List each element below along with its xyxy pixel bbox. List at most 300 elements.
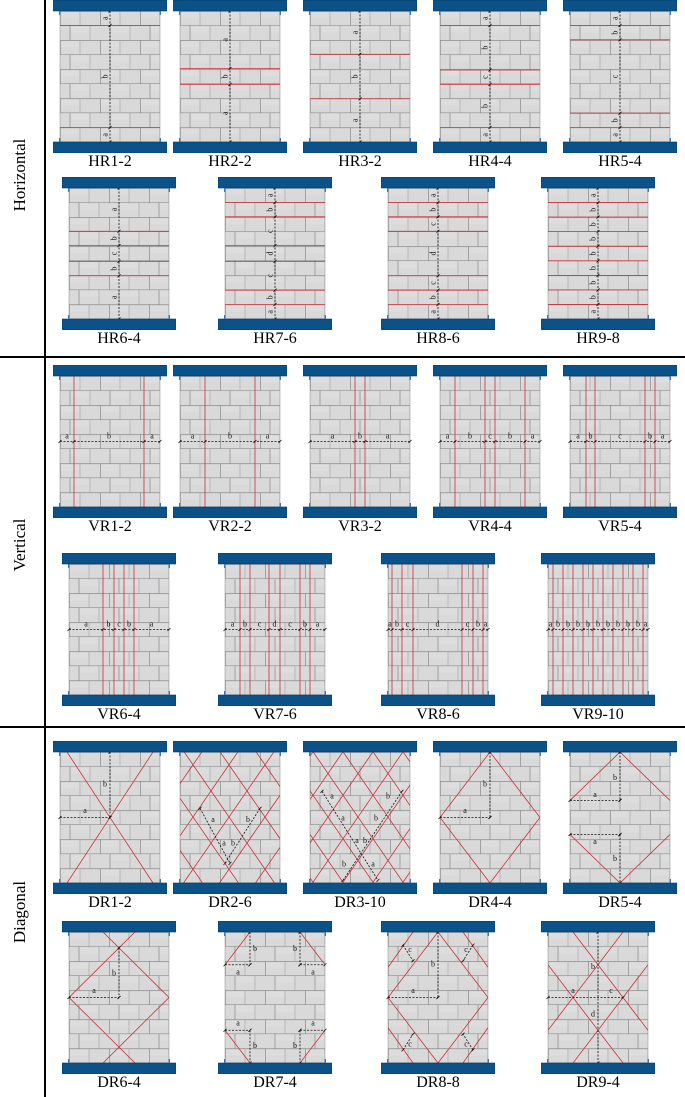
specimen-label: HR1-2 — [88, 153, 132, 170]
dimension-letter: a — [83, 805, 87, 815]
plate-bracket — [280, 503, 282, 507]
top-loading-plate — [303, 741, 417, 752]
specimen-label: DR2-6 — [208, 894, 252, 911]
plate-bracket — [387, 691, 389, 695]
dimension-letter: b — [363, 835, 367, 845]
plate-bracket — [439, 376, 441, 380]
plate-bracket — [224, 188, 226, 192]
specimen-panel-vr7-6 — [218, 553, 332, 725]
plate-bracket — [59, 503, 61, 507]
specimen-drawing — [303, 741, 417, 894]
dimension-letter: b — [636, 619, 640, 629]
specimen-label: VR4-4 — [468, 518, 512, 535]
dimension-letter: a — [571, 985, 575, 995]
dimension-letter: b — [588, 207, 598, 212]
plate-bracket — [439, 503, 441, 507]
plate-bracket — [670, 138, 672, 142]
masonry-wall — [440, 11, 540, 142]
dimension-letter: c — [109, 251, 119, 256]
plate-bracket — [179, 879, 181, 883]
dimension-letter: b — [588, 251, 598, 256]
dimension-letter: a — [463, 805, 467, 815]
plate-bracket — [325, 188, 327, 192]
bottom-loading-plate — [62, 1063, 176, 1074]
plate-bracket — [648, 691, 650, 695]
dimension-letter: b — [476, 619, 480, 629]
dimension-letter: b — [588, 295, 598, 300]
dimension-letter: d — [435, 619, 440, 629]
specimen-drawing — [53, 0, 167, 153]
top-loading-plate — [218, 921, 332, 932]
dimension-letter: a — [480, 16, 490, 20]
specimen-panel-hr8-6 — [381, 177, 495, 349]
top-loading-plate — [62, 921, 176, 932]
specimen-label: HR2-2 — [208, 153, 252, 170]
plate-bracket — [540, 503, 542, 507]
dimension-letter: b — [428, 295, 438, 300]
specimen-drawing — [381, 921, 495, 1074]
bottom-loading-plate — [62, 695, 176, 706]
specimen-panel-dr7-4 — [218, 921, 332, 1093]
dimension-letter: b — [109, 266, 119, 271]
dimension-letter: b — [231, 838, 235, 848]
specimen-panel-dr6-4 — [62, 921, 176, 1093]
plate-bracket — [387, 932, 389, 936]
masonry-wall — [60, 11, 160, 142]
plate-bracket — [59, 879, 61, 883]
plate-bracket — [325, 691, 327, 695]
section-label-diagonal: Diagonal — [10, 880, 29, 944]
plate-bracket — [488, 691, 490, 695]
plate-bracket — [309, 138, 311, 142]
plate-bracket — [410, 752, 412, 756]
plate-bracket — [547, 691, 549, 695]
dimension-letter: a — [428, 310, 438, 314]
plate-bracket — [410, 503, 412, 507]
plate-bracket — [325, 932, 327, 936]
dimension-letter: c — [428, 281, 438, 285]
plate-bracket — [569, 11, 571, 15]
specimen-panel-dr1-2 — [53, 741, 167, 913]
dimension-letter: a — [388, 619, 392, 629]
dimension-letter: a — [350, 118, 360, 123]
specimen-label: HR8-6 — [416, 330, 460, 347]
plate-bracket — [569, 138, 571, 142]
specimen-drawing — [62, 177, 176, 330]
plate-bracket — [280, 138, 282, 142]
plate-bracket — [670, 879, 672, 883]
specimen-panel-hr7-6 — [218, 177, 332, 349]
bottom-loading-plate — [563, 142, 677, 153]
dimension-letter: b — [395, 619, 399, 629]
dimension-letter: c — [288, 619, 292, 629]
dimension-letter: a — [593, 790, 597, 800]
dimension-letter: a — [330, 431, 335, 441]
dimension-letter: b — [374, 813, 378, 823]
bottom-loading-plate — [173, 883, 287, 894]
specimen-label: HR5-4 — [598, 153, 642, 170]
dimension-letter: a — [190, 431, 195, 441]
dimension-letter: a — [530, 431, 535, 441]
dimension-letter: a — [311, 1018, 315, 1028]
dimension-letter: b — [606, 619, 610, 629]
specimen-drawing — [433, 0, 547, 153]
masonry-wall — [69, 188, 169, 319]
top-loading-plate — [62, 177, 176, 188]
specimen-panel-dr8-8 — [381, 921, 495, 1093]
plate-bracket — [387, 188, 389, 192]
plate-bracket — [224, 564, 226, 568]
dimension-letter: c — [265, 273, 275, 278]
plate-bracket — [280, 752, 282, 756]
specimen-panel-hr1-2 — [53, 0, 167, 172]
specimen-drawing — [563, 0, 677, 153]
plate-bracket — [547, 315, 549, 319]
dimension-letter: b — [588, 280, 598, 285]
top-loading-plate — [381, 921, 495, 932]
plate-bracket — [439, 138, 441, 142]
plate-bracket — [648, 564, 650, 568]
specimen-panel-vr3-2 — [303, 365, 417, 537]
plate-bracket — [59, 138, 61, 142]
bottom-loading-plate — [381, 695, 495, 706]
bottom-loading-plate — [53, 883, 167, 894]
top-loading-plate — [563, 741, 677, 752]
plate-bracket — [224, 932, 226, 936]
plate-bracket — [280, 879, 282, 883]
top-loading-plate — [62, 553, 176, 564]
plate-bracket — [68, 315, 70, 319]
plate-bracket — [488, 1059, 490, 1063]
dimension-letter: a — [355, 835, 359, 845]
dimension-letter: a — [150, 431, 154, 441]
plate-bracket — [547, 564, 549, 568]
specimen-drawing — [173, 741, 287, 894]
plate-bracket — [569, 752, 571, 756]
plate-bracket — [569, 503, 571, 507]
plate-bracket — [670, 752, 672, 756]
top-loading-plate — [303, 365, 417, 376]
specimen-panel-dr3-10 — [303, 741, 417, 913]
top-loading-plate — [303, 0, 417, 11]
top-loading-plate — [541, 553, 655, 564]
dimension-letter: a — [610, 16, 620, 20]
plate-bracket — [179, 11, 181, 15]
dimension-letter: c — [464, 1039, 468, 1049]
plate-bracket — [160, 11, 162, 15]
plate-bracket — [169, 188, 171, 192]
bottom-loading-plate — [433, 507, 547, 518]
masonry-wall — [548, 188, 648, 319]
specimen-label: VR2-2 — [208, 518, 252, 535]
dimension-letter: a — [65, 431, 69, 441]
dimension-letter: a — [548, 619, 553, 629]
dimension-letter: a — [350, 30, 360, 35]
dimension-letter: d — [591, 1009, 595, 1019]
dimension-letter: b — [480, 45, 490, 50]
top-loading-plate — [541, 177, 655, 188]
section-label-vertical: Vertical — [10, 518, 29, 572]
plate-bracket — [648, 188, 650, 192]
bottom-loading-plate — [218, 695, 332, 706]
bottom-loading-plate — [173, 142, 287, 153]
plate-bracket — [648, 932, 650, 936]
dimension-letter: a — [265, 431, 270, 441]
masonry-wall — [225, 188, 325, 319]
dimension-letter: a — [109, 295, 119, 300]
specimen-label: VR5-4 — [598, 518, 642, 535]
specimen-panel-vr4-4 — [433, 365, 547, 537]
specimen-drawing — [563, 741, 677, 894]
top-loading-plate — [563, 0, 677, 11]
plate-bracket — [325, 315, 327, 319]
plate-bracket — [309, 376, 311, 380]
plate-bracket — [309, 11, 311, 15]
dimension-letter: b — [386, 791, 390, 801]
dimension-letter: b — [428, 207, 438, 212]
plate-bracket — [309, 503, 311, 507]
dimension-letter: a — [230, 619, 235, 629]
dimension-letter: b — [253, 1040, 257, 1050]
specimen-label: VR3-2 — [338, 518, 382, 535]
masonry-wall — [180, 11, 280, 142]
plate-bracket — [488, 932, 490, 936]
plate-bracket — [224, 1059, 226, 1063]
plate-bracket — [648, 1059, 650, 1063]
specimen-drawing — [541, 553, 655, 706]
dimension-letter: b — [586, 619, 590, 629]
specimen-label: DR1-2 — [88, 894, 132, 911]
dimension-letter: b — [613, 773, 617, 783]
specimen-label: DR8-8 — [416, 1074, 460, 1091]
plate-bracket — [169, 564, 171, 568]
dimension-letter: c — [405, 619, 410, 629]
plate-bracket — [59, 11, 61, 15]
dimension-letter: a — [588, 309, 598, 314]
specimen-label: HR4-4 — [468, 153, 512, 170]
top-loading-plate — [433, 365, 547, 376]
dimension-letter: b — [613, 854, 617, 864]
plate-bracket — [224, 691, 226, 695]
specimen-label: VR7-6 — [253, 706, 297, 723]
dimension-letter: b — [350, 74, 360, 79]
bottom-loading-plate — [563, 507, 677, 518]
specimen-panel-dr4-4 — [433, 741, 547, 913]
specimen-drawing — [381, 553, 495, 706]
top-loading-plate — [53, 741, 167, 752]
top-loading-plate — [53, 0, 167, 11]
dimension-letter: a — [100, 133, 110, 137]
plate-bracket — [439, 752, 441, 756]
dimension-letter: b — [591, 962, 595, 972]
specimen-drawing — [303, 0, 417, 153]
dimension-letter: c — [428, 222, 438, 226]
dimension-letter: a — [109, 207, 119, 212]
specimen-panel-vr1-2 — [53, 365, 167, 537]
specimen-label: DR9-4 — [576, 1074, 620, 1091]
bottom-loading-plate — [53, 507, 167, 518]
specimen-drawing — [433, 741, 547, 894]
bottom-loading-plate — [218, 1063, 332, 1074]
top-loading-plate — [381, 553, 495, 564]
plate-bracket — [68, 932, 70, 936]
plate-bracket — [439, 879, 441, 883]
specimen-label: DR5-4 — [598, 894, 642, 911]
specimen-drawing — [541, 921, 655, 1074]
top-loading-plate — [541, 921, 655, 932]
dimension-letter: d — [428, 251, 438, 256]
dimension-letter: a — [311, 967, 315, 977]
top-loading-plate — [381, 177, 495, 188]
dimension-letter: b — [610, 30, 620, 35]
plate-bracket — [169, 1059, 171, 1063]
dimension-letter: a — [411, 985, 415, 995]
dimension-letter: a — [483, 619, 488, 629]
specimen-label: DR6-4 — [97, 1074, 141, 1091]
dimension-letter: a — [480, 133, 490, 137]
dimension-letter: a — [149, 619, 154, 629]
dimension-letter: a — [660, 431, 665, 441]
specimen-label: VR8-6 — [416, 706, 460, 723]
specimen-panel-hr3-2 — [303, 0, 417, 172]
bottom-loading-plate — [62, 319, 176, 330]
dimension-letter: c — [480, 75, 490, 79]
specimen-drawing — [53, 741, 167, 894]
specimen-drawing — [218, 921, 332, 1074]
dimension-letter: a — [100, 16, 110, 20]
dimension-letter: c — [609, 985, 613, 995]
bottom-loading-plate — [381, 319, 495, 330]
plate-bracket — [68, 188, 70, 192]
plate-bracket — [179, 376, 181, 380]
dimension-letter: b — [103, 779, 107, 789]
dimension-letter: d — [265, 251, 275, 256]
dimension-letter: c — [408, 1039, 412, 1049]
dimension-letter: b — [342, 859, 346, 869]
specimen-label: VR1-2 — [88, 518, 132, 535]
specimen-panel-hr5-4 — [563, 0, 677, 172]
dimension-letter: b — [626, 619, 630, 629]
dimension-letter: b — [265, 207, 275, 212]
dimension-letter: b — [566, 619, 570, 629]
dimension-letter: b — [303, 619, 307, 629]
plate-bracket — [488, 564, 490, 568]
dimension-letter: c — [610, 74, 620, 79]
specimen-panel-dr9-4 — [541, 921, 655, 1093]
dimension-letter: b — [576, 619, 580, 629]
specimen-drawing — [173, 0, 287, 153]
specimen-label: HR7-6 — [253, 330, 297, 347]
dimension-letter: b — [112, 968, 116, 978]
plate-bracket — [540, 752, 542, 756]
dimension-letter: a — [220, 38, 230, 42]
dimension-letter: a — [341, 813, 345, 823]
dimension-letter: a — [576, 431, 580, 441]
specimen-drawing — [563, 365, 677, 518]
dimension-letter: a — [222, 838, 226, 848]
top-loading-plate — [433, 0, 547, 11]
plate-bracket — [68, 1059, 70, 1063]
bottom-loading-plate — [173, 507, 287, 518]
plate-bracket — [488, 188, 490, 192]
specimen-drawing — [381, 177, 495, 330]
plate-bracket — [160, 879, 162, 883]
plate-bracket — [410, 138, 412, 142]
plate-bracket — [160, 503, 162, 507]
specimen-label: HR9-8 — [576, 330, 620, 347]
dimension-letter: a — [428, 193, 438, 197]
top-loading-plate — [53, 365, 167, 376]
plate-bracket — [169, 315, 171, 319]
dimension-letter: c — [257, 619, 262, 629]
dimension-letter: b — [243, 619, 247, 629]
plate-bracket — [179, 138, 181, 142]
bottom-loading-plate — [53, 142, 167, 153]
dimension-letter: b — [596, 619, 600, 629]
plate-bracket — [387, 564, 389, 568]
top-loading-plate — [173, 0, 287, 11]
dimension-letter: b — [127, 619, 131, 629]
dimension-letter: d — [272, 619, 277, 629]
dimension-letter: b — [588, 266, 598, 271]
bottom-loading-plate — [303, 883, 417, 894]
plate-bracket — [547, 932, 549, 936]
specimen-panel-vr6-4 — [62, 553, 176, 725]
plate-bracket — [280, 11, 282, 15]
dimension-letter: a — [236, 1018, 240, 1028]
dimension-letter: a — [588, 193, 598, 198]
dimension-letter: b — [468, 431, 472, 441]
dimension-letter: c — [408, 945, 412, 955]
plate-bracket — [547, 1059, 549, 1063]
top-loading-plate — [433, 741, 547, 752]
dimension-letter: b — [253, 943, 257, 953]
plate-bracket — [68, 691, 70, 695]
specimen-label: DR3-10 — [334, 894, 386, 911]
masonry-wall — [388, 188, 488, 319]
plate-bracket — [387, 1059, 389, 1063]
plate-bracket — [439, 11, 441, 15]
dimension-letter: a — [593, 837, 597, 847]
dimension-letter: a — [643, 619, 648, 629]
dimension-letter: a — [265, 310, 275, 314]
specimen-panel-vr5-4 — [563, 365, 677, 537]
specimen-label: VR6-4 — [97, 706, 141, 723]
dimension-letter: b — [588, 431, 593, 441]
dimension-letter: a — [385, 431, 390, 441]
specimen-panel-hr9-8 — [541, 177, 655, 349]
plate-bracket — [569, 879, 571, 883]
dimension-letter: c — [618, 431, 622, 441]
plate-bracket — [224, 315, 226, 319]
bottom-loading-plate — [563, 883, 677, 894]
dimension-letter: a — [330, 791, 334, 801]
section-label-horizontal: Horizontal — [10, 138, 29, 212]
specimen-panel-vr9-10 — [541, 553, 655, 725]
specimen-label: HR3-2 — [338, 153, 382, 170]
masonry-wall — [570, 11, 670, 142]
dimension-letter: c — [117, 619, 121, 629]
masonry-wall — [225, 932, 325, 1063]
specimen-label: DR4-4 — [468, 894, 512, 911]
dimension-letter: a — [315, 619, 320, 629]
dimension-letter: b — [588, 222, 598, 227]
dimension-letter: b — [480, 103, 490, 108]
dimension-letter: b — [588, 236, 598, 241]
plate-bracket — [670, 11, 672, 15]
bottom-loading-plate — [303, 507, 417, 518]
plate-bracket — [59, 376, 61, 380]
